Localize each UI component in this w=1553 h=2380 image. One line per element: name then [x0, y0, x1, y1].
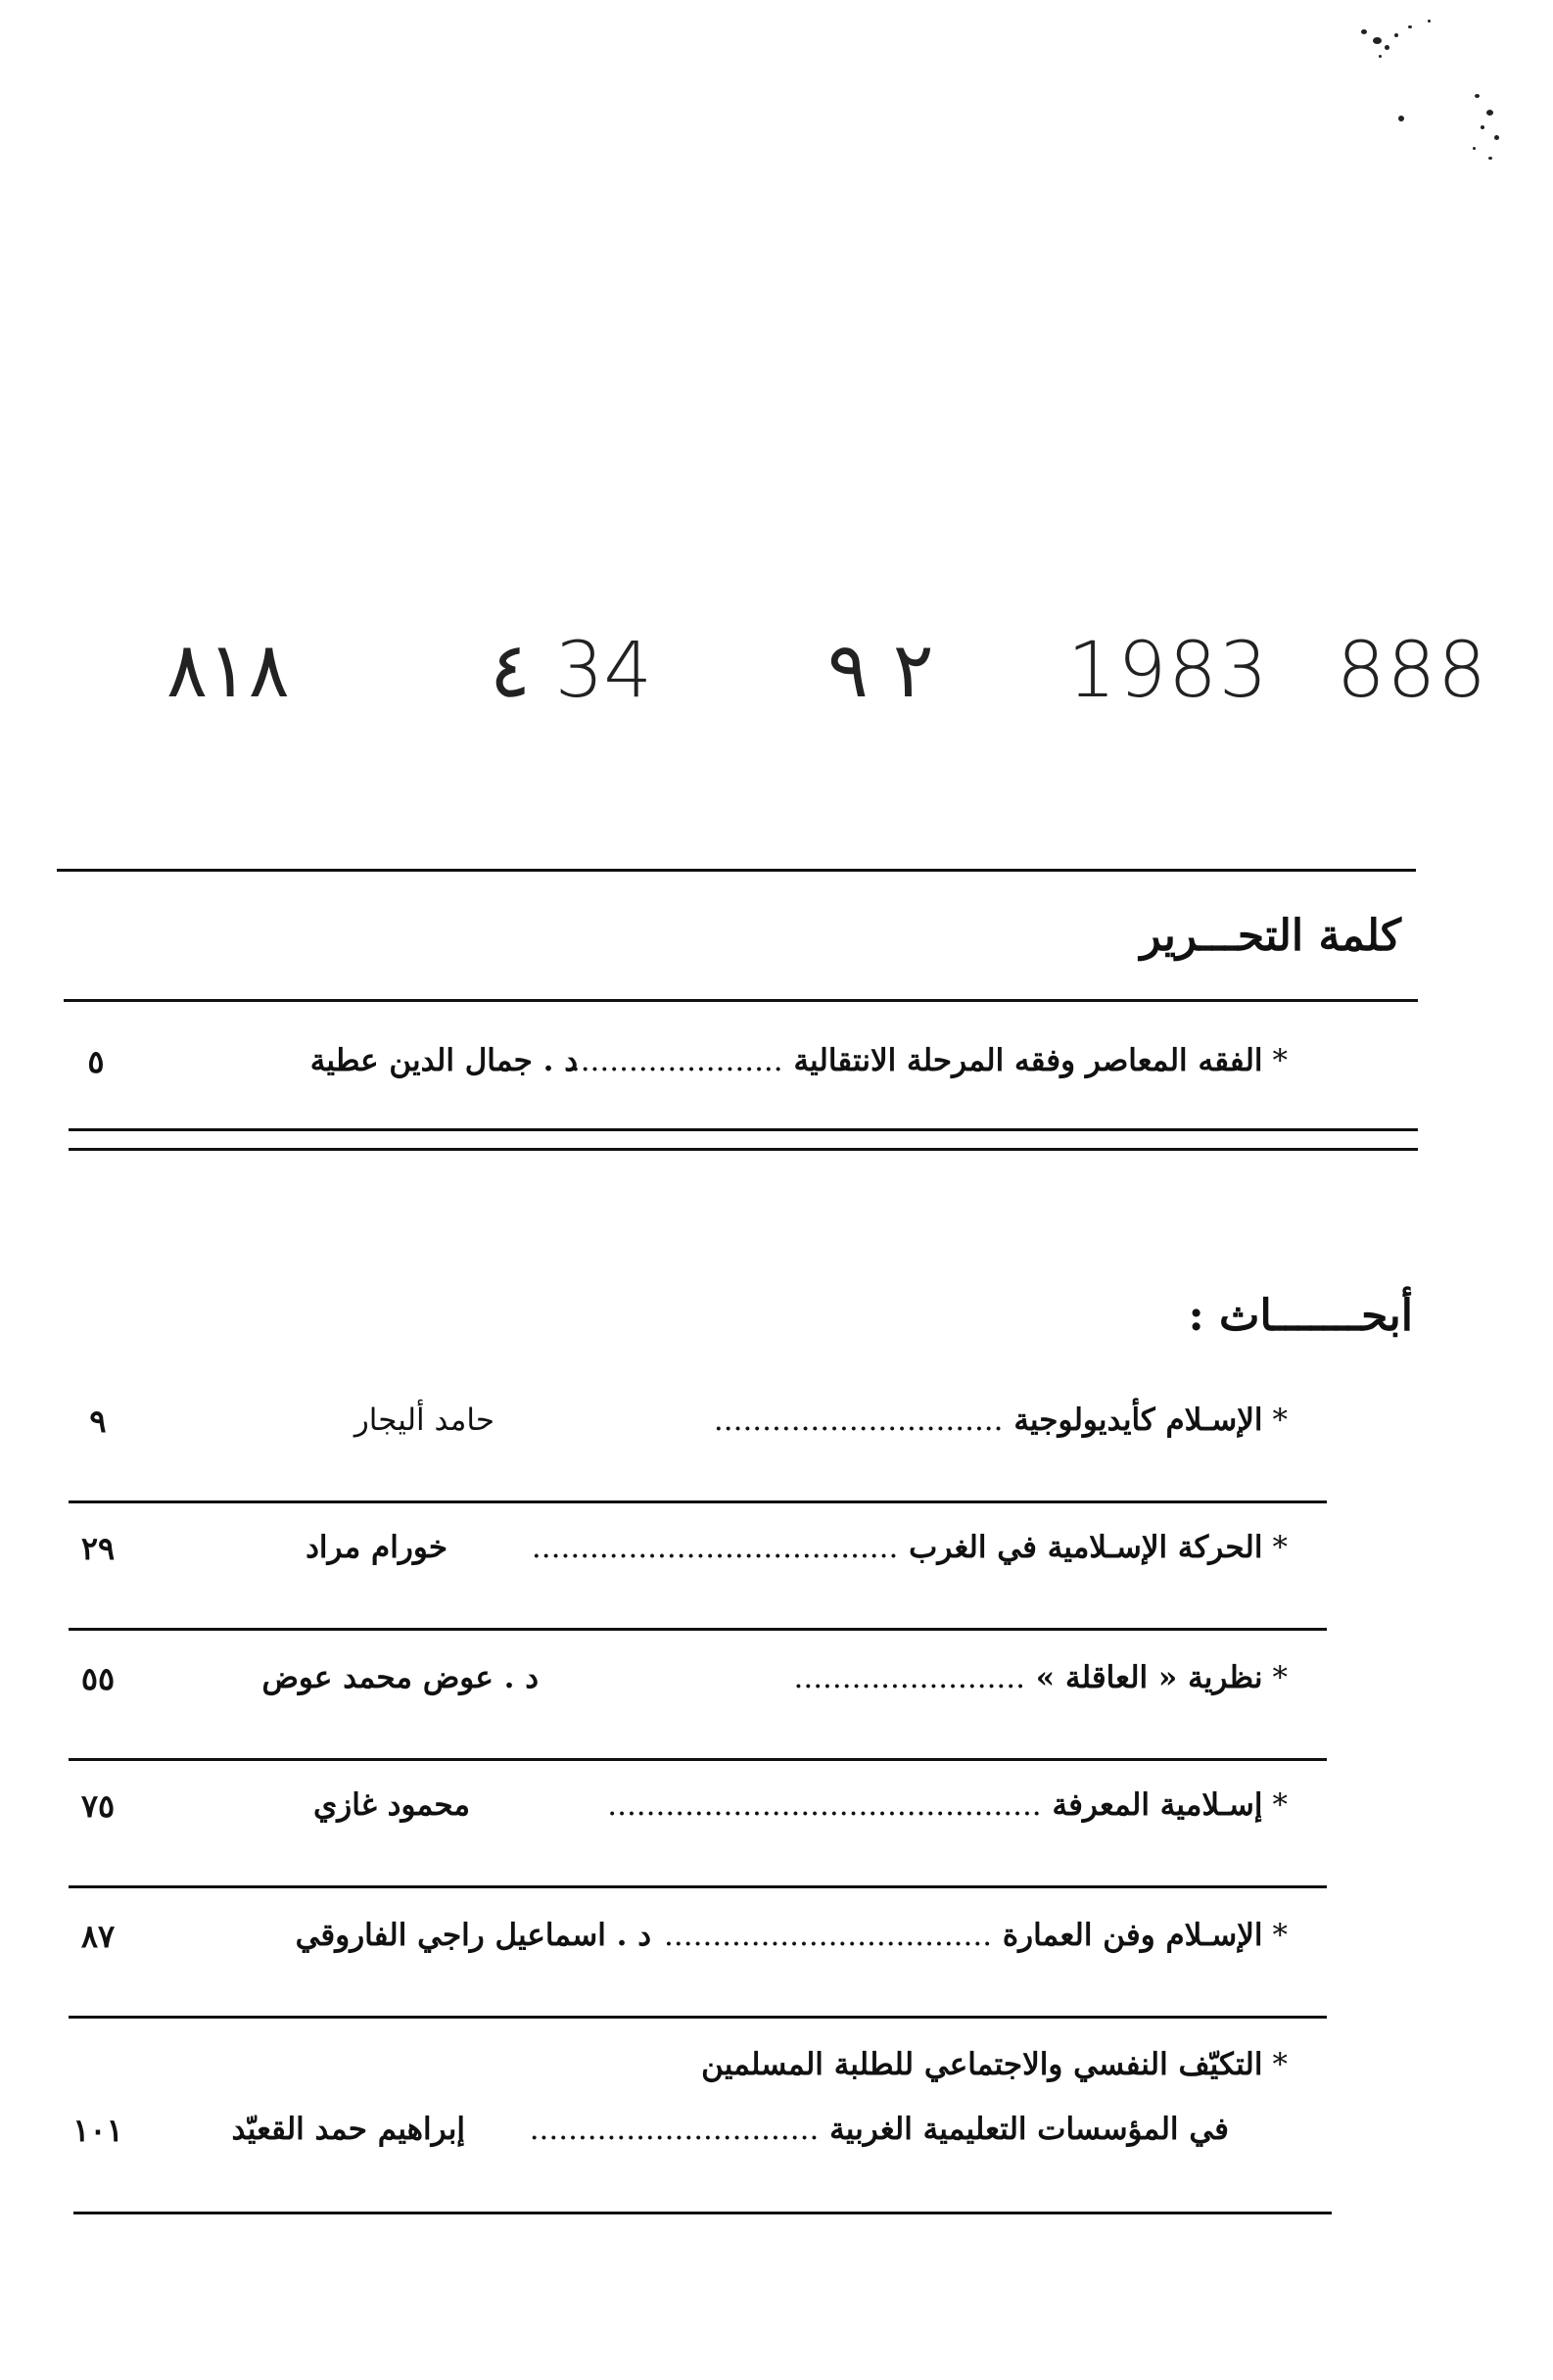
- entry-author: د . اسماعيل راجي الفاروقي: [295, 1918, 651, 1953]
- entry-title-text: في المؤسسات التعليمية الغربية: [829, 2112, 1229, 2147]
- entry-page-number: ٨٧: [80, 1918, 116, 1955]
- entry-title-line2: [530, 2112, 1229, 2147]
- entry-title: [607, 1787, 1288, 1823]
- entry-rule: [69, 1500, 1327, 1503]
- section-rule: [64, 999, 1418, 1002]
- entry-page-number: ٩: [89, 1403, 107, 1440]
- toc-entry-editorial[interactable]: [59, 1043, 1288, 1092]
- entry-title-text: الإسـلام كأيديولوجية: [1013, 1403, 1263, 1438]
- entry-author: حامد أليجار: [353, 1403, 494, 1438]
- entry-leader-dots: ..............................: [713, 1403, 1004, 1438]
- handwritten-ref-part: ٤ 34: [490, 627, 652, 715]
- star-icon: *: [1272, 2047, 1288, 2082]
- editorial-heading: كلمة التحـــرير: [1140, 911, 1401, 961]
- entry-page-number: ٧٥: [80, 1787, 116, 1825]
- handwritten-ref-part: 888: [1337, 627, 1488, 715]
- entry-title-text: التكيّف النفسي والاجتماعي للطلبة المسلمين: [701, 2047, 1263, 2082]
- entry-rule: [69, 1885, 1327, 1888]
- entry-title: [532, 1530, 1288, 1565]
- star-icon: *: [1272, 1043, 1288, 1078]
- handwritten-ref-part: ٢ ٩: [827, 627, 934, 715]
- entry-author: إبراهيم حمد القعيّد: [231, 2112, 465, 2147]
- entry-leader-dots: .............................................: [607, 1787, 1042, 1823]
- entry-author: محمود غازي: [312, 1787, 470, 1823]
- star-icon: *: [1272, 1660, 1288, 1695]
- entry-title: [701, 2047, 1288, 2082]
- toc-entry-research[interactable]: [59, 1530, 1288, 1579]
- handwritten-ref-part: 1983: [1067, 627, 1270, 715]
- entry-rule: [69, 1758, 1327, 1761]
- toc-entry-research[interactable]: [54, 2047, 1288, 2165]
- star-icon: *: [1272, 1530, 1288, 1565]
- star-icon: *: [1272, 1787, 1288, 1823]
- entry-rule: [69, 2016, 1327, 2019]
- entry-title: [664, 1918, 1288, 1953]
- handwritten-ref-part: ٨١٨: [166, 627, 290, 715]
- entry-leader-dots: ........................: [793, 1660, 1025, 1695]
- entry-leader-dots: ......................................: [531, 1530, 899, 1565]
- toc-entry-research[interactable]: [59, 1660, 1288, 1709]
- entry-leader-dots: ..............................: [529, 2112, 820, 2147]
- star-icon: *: [1272, 1403, 1288, 1438]
- entry-page-number: ٥: [87, 1043, 105, 1080]
- entry-title-text: نظرية « العاقلة »: [1035, 1660, 1263, 1695]
- entry-title-text: الإسـلام وفن العمارة: [1002, 1918, 1263, 1953]
- entry-author: د . عوض محمد عوض: [261, 1660, 539, 1695]
- handwritten-reference: [166, 627, 1498, 744]
- entry-page-number: ١٠١: [72, 2112, 123, 2149]
- section-rule: [69, 1128, 1418, 1131]
- star-icon: *: [1272, 1918, 1288, 1953]
- entry-leader-dots: ..................................: [664, 1918, 993, 1953]
- entry-title-text: الفقه المعاصر وفقه المرحلة الانتقالية: [793, 1043, 1263, 1078]
- section-rule: [57, 869, 1416, 872]
- toc-entry-research[interactable]: [59, 1787, 1288, 1836]
- entry-title-text: إسـلامية المعرفة: [1052, 1787, 1263, 1823]
- research-heading: أبحـــــــاث :: [1188, 1291, 1413, 1341]
- entry-page-number: ٢٩: [80, 1530, 116, 1567]
- entry-rule: [69, 1628, 1327, 1631]
- entry-title: [714, 1403, 1288, 1438]
- entry-page-number: ٥٥: [80, 1660, 116, 1697]
- entry-title: [794, 1660, 1289, 1695]
- entry-leader-dots: ......................: [570, 1043, 783, 1078]
- entry-rule: [73, 2212, 1332, 2214]
- toc-entry-research[interactable]: [59, 1403, 1288, 1452]
- toc-entry-research[interactable]: [59, 1918, 1288, 1967]
- entry-title-text: الحركة الإسـلامية في الغرب: [909, 1530, 1263, 1565]
- section-rule: [69, 1148, 1418, 1151]
- entry-author: خورام مراد: [306, 1530, 447, 1565]
- entry-title: [571, 1043, 1288, 1078]
- entry-author: د . جمال الدين عطية: [309, 1043, 578, 1078]
